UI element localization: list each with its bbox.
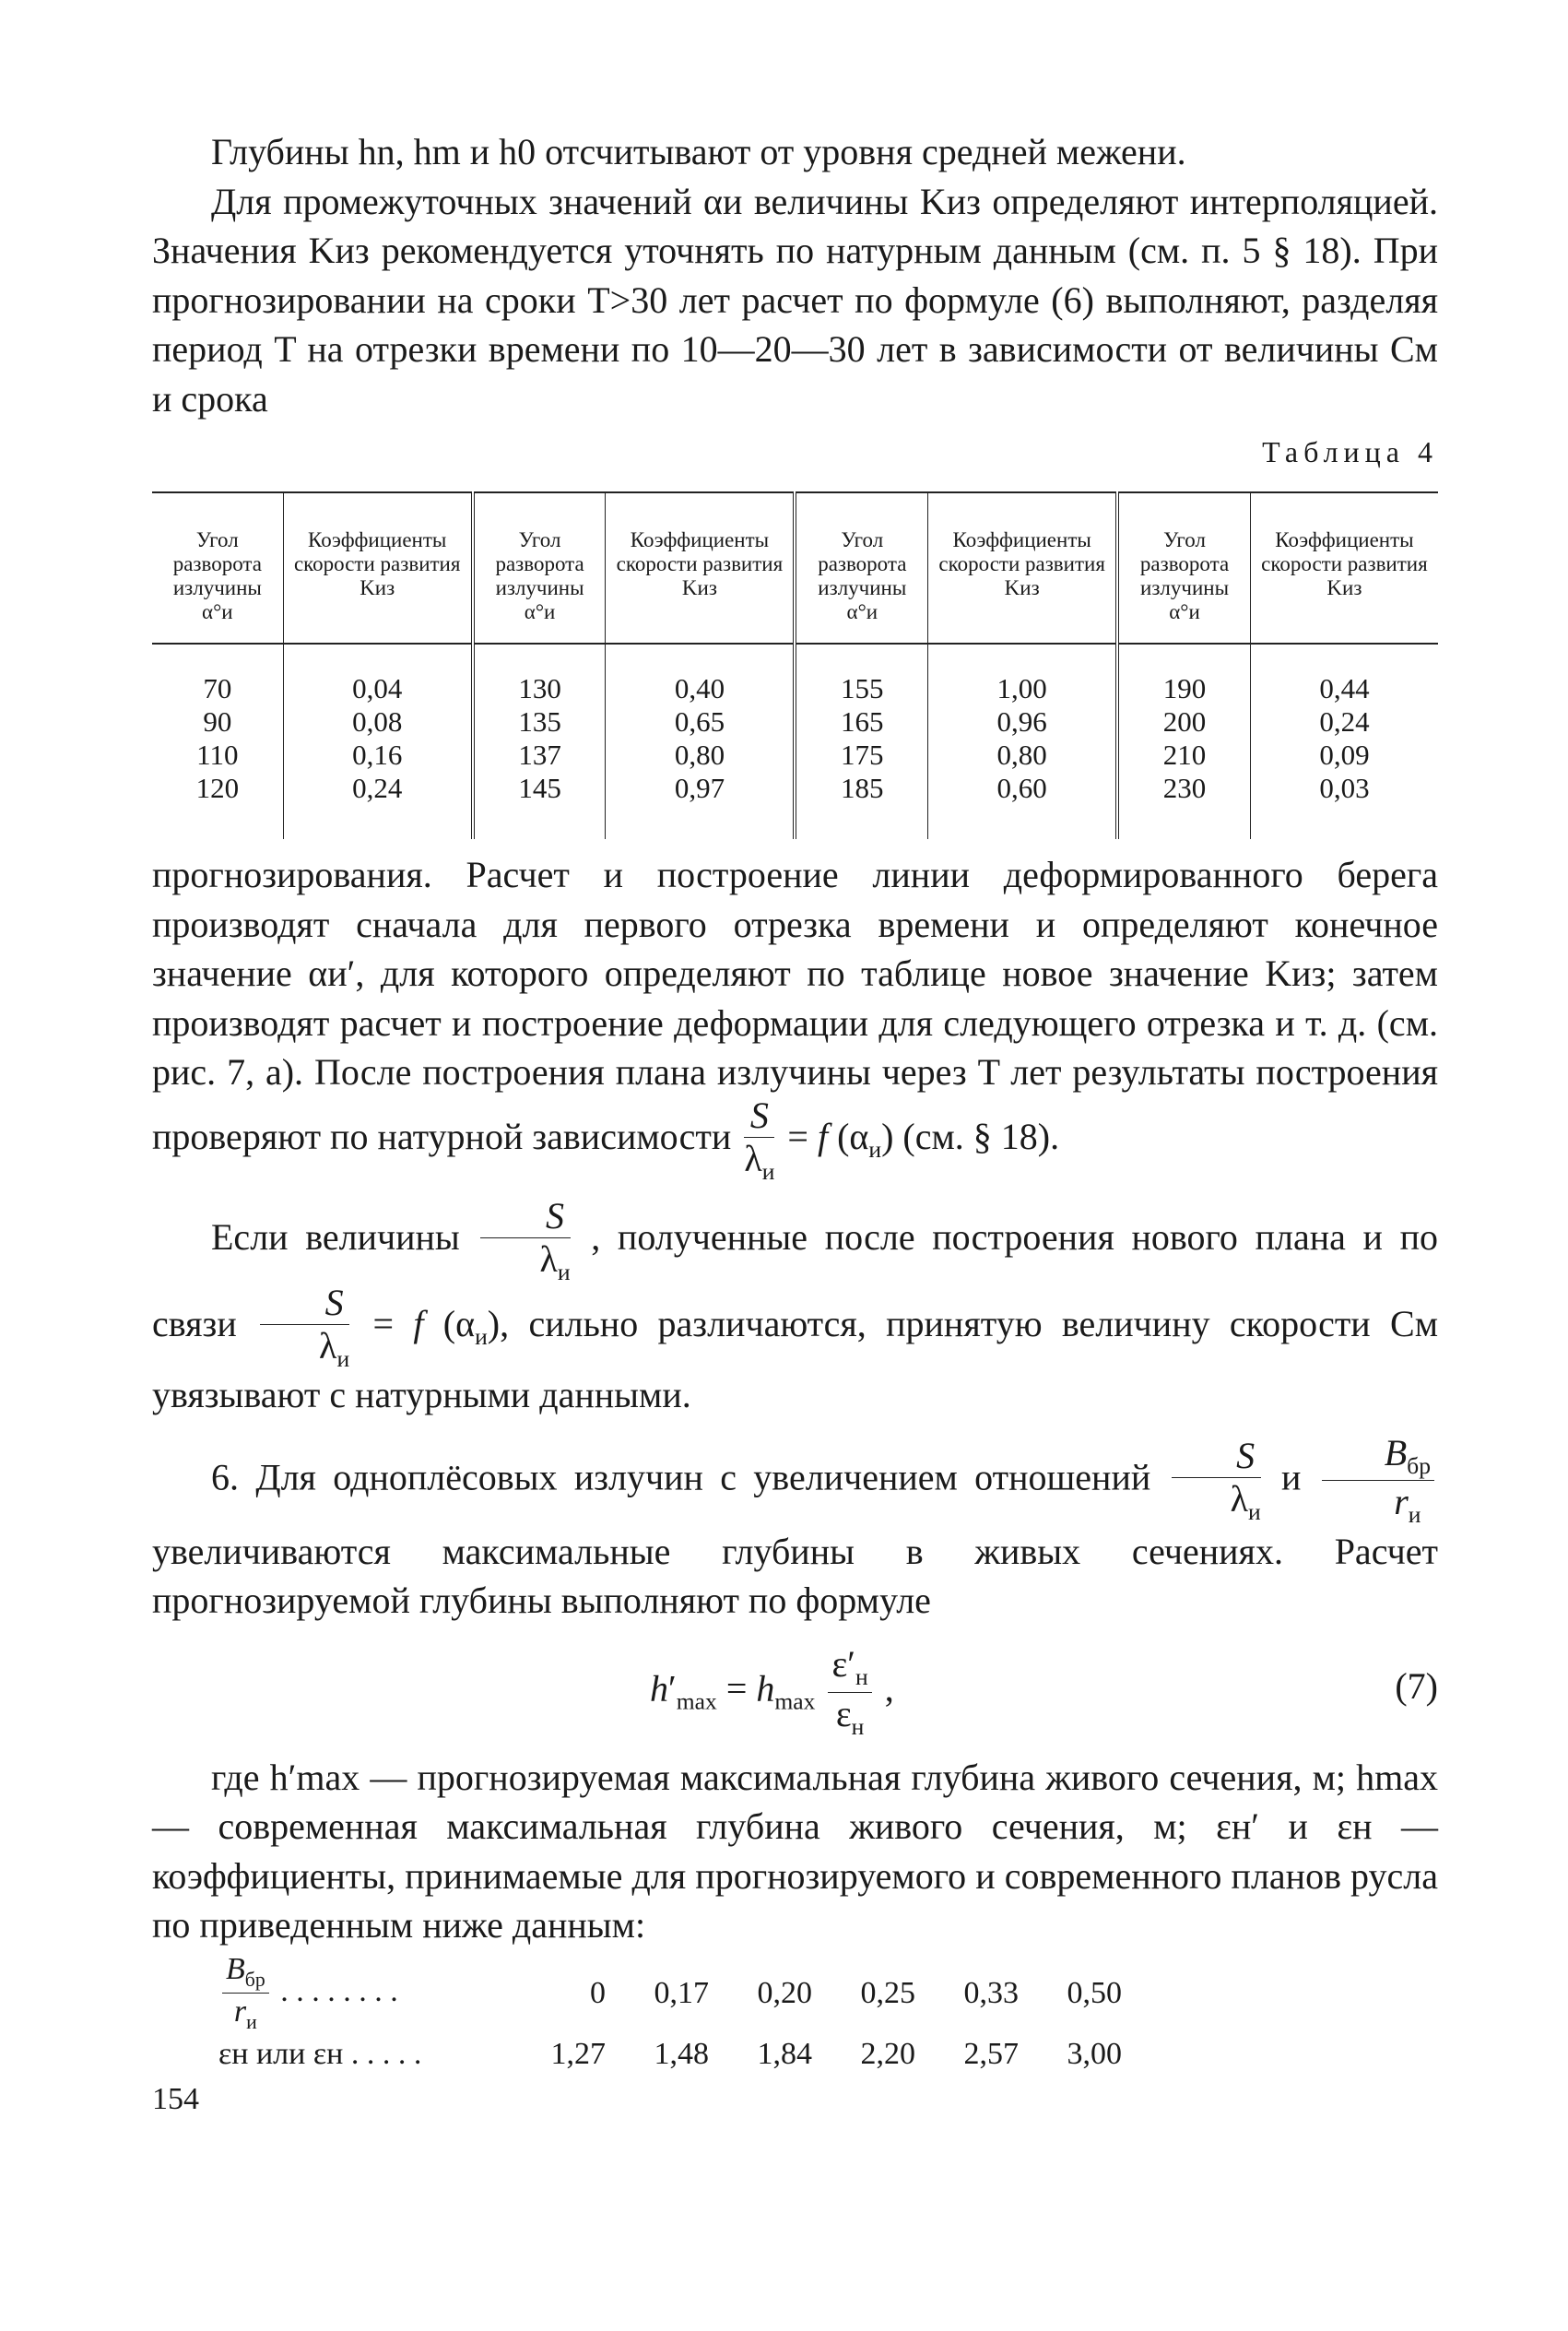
page-body [152, 127, 1438, 2085]
value: 110 [196, 739, 239, 771]
header-angle: Угол разворота излучины α°и [795, 492, 927, 644]
value: 0,60 [996, 772, 1047, 804]
value: 0,24 [352, 772, 403, 804]
value: 230 [1162, 772, 1207, 804]
value: 155 [841, 672, 884, 704]
text: 6. Для одноплёсовых излучин с увеличением отношений [211, 1456, 1151, 1498]
value: 0,17 [654, 1975, 709, 2010]
table-caption: Таблица 4 [1262, 435, 1438, 468]
value: 90 [203, 705, 232, 738]
text: , полученные после построения нового плана и по связи [152, 1216, 1439, 1344]
value: 0 [590, 1975, 606, 2010]
angle-cell [473, 644, 606, 839]
header-angle: Угол разворота излучины α°и [473, 492, 606, 644]
table-4 [152, 491, 1438, 839]
text: и [1281, 1456, 1302, 1498]
paragraph-prognosis: прогнозирования. Расчет и построение линии деформированного берега производят сначала для первого отрезка времени и определяют конечное значение αи′, для которого определяют по таблице новое значение Kиз; затем производят расчет и построение деформации для следующего отрезка и т. д. (см. рис. 7, а). После построения плана излучины через T лет результаты построения проверяют по натурной зависимости $\frac{S}{\lambda_и}$ = f $(\alpha_и)$ (см. § 18). [152, 854, 1438, 1185]
data-row [152, 1951, 1438, 2034]
table-row [152, 644, 1438, 839]
value: 120 [195, 772, 240, 804]
formula-7 [152, 1637, 1438, 1747]
fraction-b-r: $\frac{B_{бр}}{r_и}$ [222, 1954, 269, 2033]
value: 0,03 [1319, 772, 1370, 804]
value: 0,97 [674, 772, 725, 804]
text: (см. § 18). [902, 1115, 1060, 1157]
angle-cell [1117, 644, 1250, 839]
text: прогнозирования. Расчет и построение линии деформированного берега производят сначала для первого отрезка времени и определяют конечное значение αи′, для которого определяют по таблице новое значение Kиз; затем производят расчет и построение деформации для следующего отрезка и т. д. (см. рис. 7, а). После построения плана излучины через T лет результаты построения проверяют по натурной зависимости [152, 854, 1438, 1157]
value: 185 [841, 772, 884, 804]
value: 0,33 [963, 1975, 1019, 2010]
value: 137 [518, 739, 561, 771]
value: 130 [518, 672, 561, 704]
fraction-s-lambda: $\frac{S}{\lambda_и}$ [744, 1094, 775, 1185]
formula-number: (7) [1395, 1664, 1438, 1707]
value: 2,20 [860, 2036, 915, 2071]
value: 0,09 [1319, 739, 1370, 771]
value: 0,80 [674, 739, 725, 771]
header-angle: Угол разворота излучины α°и [1117, 492, 1250, 644]
paragraph-interpolation: Для промежуточных значений αи величины Kиз определяют интерполяцией. Значения Kиз рекомендуется уточнять по натурным данным (см. п. 5 § 18). При прогнозировании на сроки T>30 лет расчет по формуле (6) выполняют, разделяя период T на отрезки времени по 10—20—30 лет в зависимости от величины Cм и срока [152, 180, 1438, 420]
fraction-s-lambda: $\frac{S}{\lambda_и}$ [480, 1198, 570, 1284]
value: 1,27 [550, 2036, 606, 2071]
value: 0,96 [996, 705, 1047, 738]
value: 3,00 [1067, 2036, 1122, 2071]
row-label: εн или εн . . . . . [218, 2036, 422, 2071]
coef-cell [928, 644, 1118, 839]
value: 0,16 [352, 739, 403, 771]
value: 0,65 [674, 705, 725, 738]
fraction-epsilon: $\frac{\varepsilon'_н}{\varepsilon_н}$ [828, 1646, 871, 1738]
value: 1,48 [654, 2036, 709, 2071]
value: 145 [518, 772, 561, 804]
value: 0,40 [674, 672, 725, 704]
fraction-s-lambda: $\frac{S}{\lambda_и}$ [1172, 1438, 1261, 1524]
value: 0,25 [860, 1975, 915, 2010]
value: 0,80 [996, 739, 1047, 771]
value: 0,24 [1319, 705, 1370, 738]
header-coef: Коэффициенты скорости развития Kиз [606, 492, 796, 644]
fraction-b-r: $\frac{B_{бр}}{r_и}$ [1322, 1435, 1434, 1527]
value: 190 [1162, 672, 1207, 704]
value: 1,84 [757, 2036, 812, 2071]
formula-expression: $h'_{max} = h_{max}$ $\frac{\varepsilon'_н}{\varepsilon_н}$ , [650, 1642, 894, 1740]
angle-cell [152, 644, 283, 839]
value: 175 [841, 739, 884, 771]
value: 0,20 [757, 1975, 812, 2010]
row-label: $\frac{B_{бр}}{r_и}$ . . . . . . . . [152, 1954, 532, 2033]
value: 200 [1162, 705, 1207, 738]
text: εн или εн [218, 2036, 344, 2071]
coef-cell [606, 644, 796, 839]
text: увеличиваются максимальные глубины в живых сечениях. Расчет прогнозируемой глубины выполняют по формуле [152, 1530, 1438, 1622]
value: 0,04 [352, 672, 403, 704]
header-angle: Угол разворота излучины α°и [172, 528, 262, 623]
value: 165 [841, 705, 884, 738]
value: 1,00 [996, 672, 1047, 704]
paragraph-6 [152, 1431, 1438, 1626]
value: 210 [1162, 739, 1207, 771]
table-header-row [152, 492, 1438, 644]
angle-cell [795, 644, 927, 839]
header-coef: Коэффициенты скорости развития Kиз [928, 492, 1118, 644]
header-coef: Коэффициенты скорости развития Kиз [283, 492, 473, 644]
header-coef: Коэффициенты скорости развития Kиз [1250, 492, 1438, 644]
value: 0,50 [1067, 1975, 1122, 2010]
paragraph-if: Если величины $\frac{S}{\lambda_и}$ , полученные после построения нового плана и по связи $\frac{S}{\lambda_и}$ = f $(\alpha_и)$, сильно различаются, принятую величину скорости Cм увязывают с натурными данными. [152, 1195, 1439, 1416]
value: 0,08 [352, 705, 403, 738]
data-table [152, 1951, 1438, 2085]
page-number: 154 [152, 2082, 199, 2116]
value: 0,44 [1319, 672, 1370, 704]
value: 70 [203, 672, 232, 704]
value: 135 [518, 705, 561, 738]
value: 2,57 [963, 2036, 1019, 2071]
text: , сильно различаются, принятую величину скорости Cм увязывают с натурными данными. [152, 1302, 1439, 1416]
coef-cell [283, 644, 473, 839]
fraction-s-lambda: $\frac{S}{\lambda_и}$ [260, 1284, 349, 1371]
coef-cell [1250, 644, 1438, 839]
text: Если величины [211, 1216, 460, 1259]
paragraph-where: где h′max — прогнозируемая максимальная глубина живого сечения, м; hmax — современная максимальная глубина живого сечения, м; εн′ и εн — коэффициенты, принимаемые для прогнозируемого и современного планов русла по приведенным ниже данным: [152, 1756, 1438, 1946]
paragraph-depths: Глубины hn, hm и h0 отсчитывают от уровня средней межени. [211, 131, 1186, 172]
